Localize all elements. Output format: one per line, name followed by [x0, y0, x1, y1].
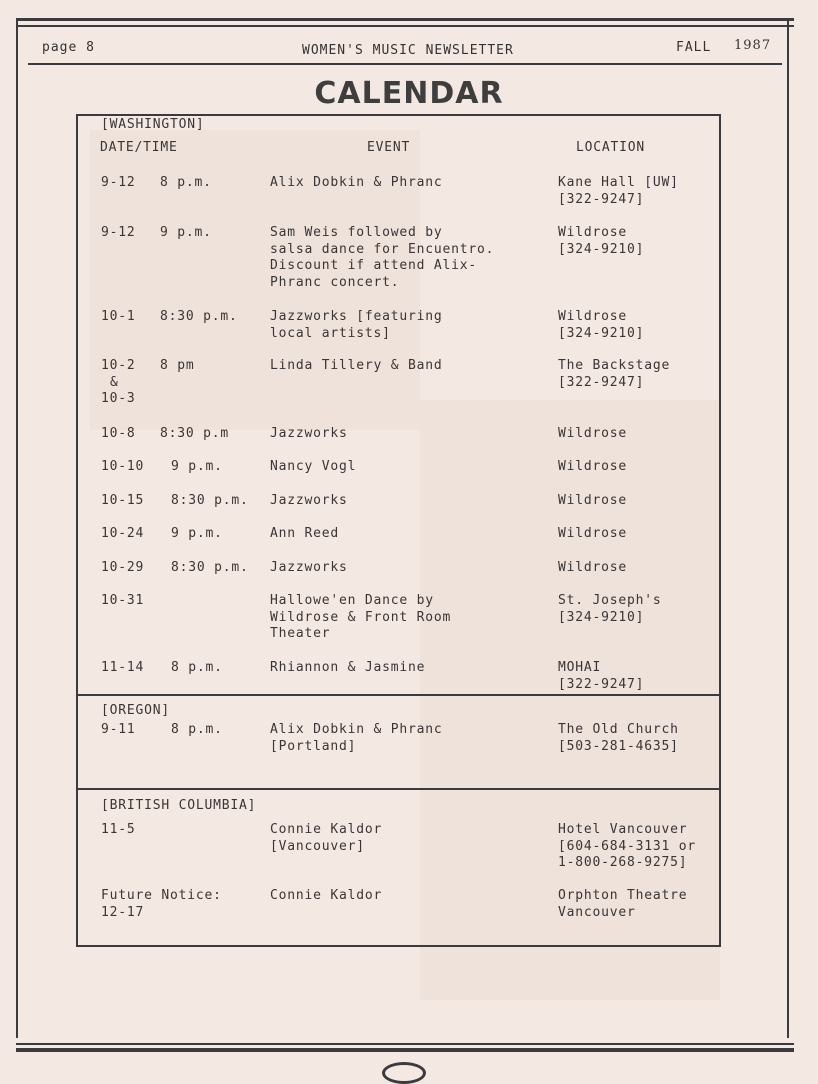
row-event-line: salsa dance for Encuentro. — [270, 241, 495, 257]
row-event-line: local artists] — [270, 325, 391, 341]
row-location-line: Orphton Theatre — [558, 888, 688, 903]
row-time: 8:30 p.m. — [171, 493, 249, 508]
header-rule — [28, 63, 782, 65]
row-time: 9 p.m. — [171, 459, 223, 474]
row-event-line: Jazzworks — [270, 493, 348, 508]
row-location-line: [322-9247] — [558, 676, 645, 692]
row-location-line: Wildrose — [558, 526, 628, 541]
column-header-location: LOCATION — [576, 140, 646, 155]
row-location-line: St. Joseph's — [558, 593, 662, 608]
row-location-line: Vancouver — [558, 904, 636, 920]
row-date: 9-11 — [101, 722, 136, 737]
publisher-logo — [382, 1062, 426, 1084]
page-number: page 8 — [42, 40, 95, 55]
row-location-line: [503-281-4635] — [558, 738, 679, 754]
row-location-line: Wildrose — [558, 493, 628, 508]
row-date-extra: & — [110, 374, 119, 390]
page-title: CALENDAR — [314, 76, 504, 111]
row-time: 8:30 p.m. — [171, 560, 249, 575]
left-frame-line — [16, 18, 18, 1038]
row-date-extra: 10-3 — [101, 391, 136, 406]
row-date-extra: 12-17 — [101, 904, 145, 920]
row-location-line: Wildrose — [558, 225, 628, 240]
row-event-line: Jazzworks — [270, 426, 348, 441]
row-date: 9-12 — [101, 225, 136, 240]
year-label: 1987 — [734, 38, 772, 53]
row-time: 8:30 p.m — [160, 426, 230, 441]
british-columbia-label: [BRITISH COLUMBIA] — [101, 798, 257, 813]
row-date: 11-5 — [101, 822, 136, 837]
top-rule-thin — [16, 25, 794, 27]
row-date: 10-1 — [101, 309, 136, 324]
row-event-line: [Vancouver] — [270, 838, 365, 854]
row-location-line: Wildrose — [558, 426, 628, 441]
row-date: Future Notice: — [101, 888, 222, 903]
row-time: 8 pm — [160, 358, 195, 373]
row-location-line: [322-9247] — [558, 374, 645, 390]
row-event-line: [Portland] — [270, 738, 357, 754]
row-location-line: [604-684-3131 or — [558, 838, 697, 854]
row-location-line: The Old Church — [558, 722, 679, 737]
row-date: 10-24 — [101, 526, 145, 541]
season-label: FALL — [676, 40, 712, 55]
row-location-line: 1-800-268-9275] — [558, 855, 688, 870]
washington-label: [WASHINGTON] — [101, 117, 205, 132]
row-event-line: Sam Weis followed by — [270, 225, 443, 240]
row-location-line: Wildrose — [558, 560, 628, 575]
row-location-line: Hotel Vancouver — [558, 822, 688, 837]
row-date: 10-15 — [101, 493, 145, 508]
row-event-line: Wildrose & Front Room — [270, 609, 452, 625]
row-location-line: Kane Hall [UW] — [558, 175, 679, 190]
row-event-line: Connie Kaldor — [270, 822, 383, 837]
top-rule-thick — [16, 18, 794, 21]
row-date: 10-29 — [101, 560, 145, 575]
row-event-line: Phranc concert. — [270, 274, 400, 290]
row-event-line: Jazzworks [featuring — [270, 309, 443, 324]
newsletter-title: WOMEN'S MUSIC NEWSLETTER — [302, 43, 514, 58]
row-time: 8 p.m. — [160, 175, 212, 190]
row-location-line: MOHAI — [558, 660, 602, 675]
right-frame-line — [787, 18, 789, 1038]
row-time: 8 p.m. — [171, 722, 223, 737]
row-location-line: [324-9210] — [558, 241, 645, 257]
row-event-line: Ann Reed — [270, 526, 340, 541]
column-header-date-time: DATE/TIME — [100, 140, 178, 155]
row-location-line: [322-9247] — [558, 191, 645, 207]
row-time: 8:30 p.m. — [160, 309, 238, 324]
row-date: 10-10 — [101, 459, 145, 474]
row-time: 9 p.m. — [160, 225, 212, 240]
row-time: 8 p.m. — [171, 660, 223, 675]
row-event-line: Hallowe'en Dance by — [270, 593, 434, 608]
row-date: 10-8 — [101, 426, 136, 441]
oregon-label: [OREGON] — [101, 703, 171, 718]
bottom-rule-thick — [16, 1048, 794, 1052]
column-header-event: EVENT — [367, 140, 411, 155]
row-location-line: Wildrose — [558, 309, 628, 324]
row-location-line: [324-9210] — [558, 325, 645, 341]
row-event-line: Alix Dobkin & Phranc — [270, 175, 443, 190]
row-event-line: Connie Kaldor — [270, 888, 383, 903]
row-date: 9-12 — [101, 175, 136, 190]
row-location-line: Wildrose — [558, 459, 628, 474]
row-location-line: [324-9210] — [558, 609, 645, 625]
row-date: 10-2 — [101, 358, 136, 373]
row-event-line: Discount if attend Alix- — [270, 258, 478, 273]
row-event-line: Jazzworks — [270, 560, 348, 575]
row-date: 10-31 — [101, 593, 145, 608]
row-event-line: Rhiannon & Jasmine — [270, 660, 426, 675]
row-event-line: Theater — [270, 626, 331, 641]
row-event-line: Nancy Vogl — [270, 459, 357, 474]
row-event-line: Alix Dobkin & Phranc — [270, 722, 443, 737]
row-date: 11-14 — [101, 660, 145, 675]
row-time: 9 p.m. — [171, 526, 223, 541]
bottom-rule-thin — [16, 1043, 794, 1045]
row-event-line: Linda Tillery & Band — [270, 358, 443, 373]
row-location-line: The Backstage — [558, 358, 671, 373]
